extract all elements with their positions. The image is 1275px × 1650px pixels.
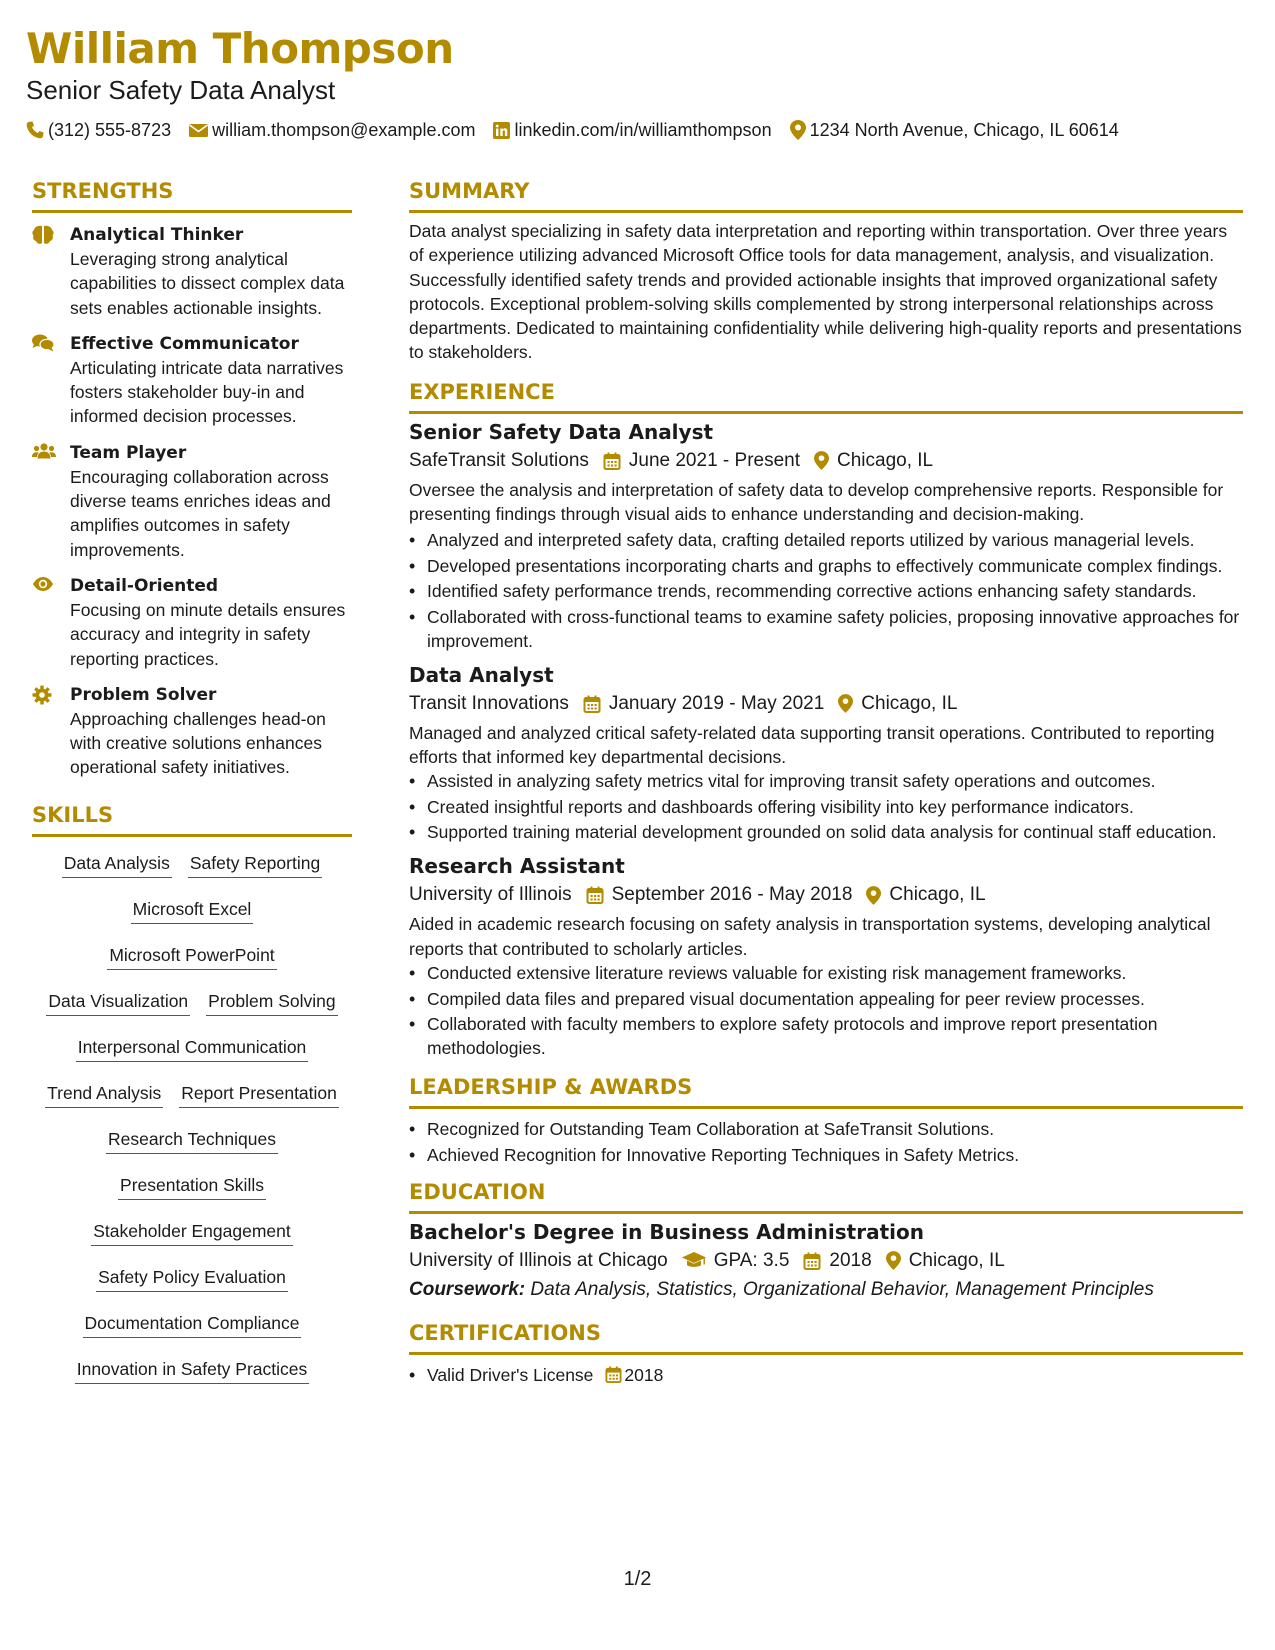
phone-icon [26, 121, 44, 139]
job-location: Chicago, IL [837, 449, 934, 471]
calendar-icon [603, 452, 621, 470]
envelope-icon [189, 122, 208, 138]
job-entry [409, 852, 1243, 1060]
coursework-text: Data Analysis, Statistics, Organizational Behavior, Management Principles [530, 1278, 1154, 1300]
list-item: • Recognized for Outstanding Team Collaboration at SafeTransit Solutions. [409, 1117, 1243, 1141]
job-bullets [409, 769, 1243, 844]
map-pin-icon [838, 694, 853, 713]
strength-title: Detail-Oriented [70, 575, 219, 596]
candidate-title: Senior Safety Data Analyst [26, 75, 336, 105]
map-pin-icon [814, 451, 829, 470]
skill-tag: Interpersonal Communication [76, 1035, 309, 1062]
strengths-list [32, 223, 352, 780]
job-meta [409, 689, 1243, 719]
page-indicator: 1/2 [623, 1568, 652, 1590]
job-title: Senior Safety Data Analyst [409, 419, 714, 444]
list-item: • Compiled data files and prepared visual documentation appealing for peer review processes. [409, 987, 1243, 1011]
list-item: • Developed presentations incorporating charts and graphs to effectively communicate complex findings. [409, 554, 1243, 578]
strength-desc: Encouraging collaboration across diverse teams enriches ideas and amplifies outcomes in safety improvements. [70, 466, 331, 560]
skill-tag: Presentation Skills [118, 1173, 266, 1200]
list-item: • Collaborated with cross-functional teams to examine safety policies, proposing innovative approaches for improvement. [409, 605, 1243, 653]
skills-list [32, 847, 352, 1399]
experience-heading: EXPERIENCE [409, 377, 1243, 414]
resume-header [26, 24, 1246, 142]
users-icon [32, 443, 56, 459]
gear-icon [32, 685, 52, 705]
address-text: 1234 North Avenue, Chicago, IL 60614 [809, 120, 1119, 140]
candidate-name: William Thompson [26, 24, 454, 73]
list-item: • Analyzed and interpreted safety data, crafting detailed reports utilized by various managerial levels. [409, 528, 1243, 552]
strength-title: Problem Solver [70, 684, 217, 705]
comments-icon [32, 334, 54, 352]
skill-tag: Data Analysis [62, 851, 172, 878]
calendar-icon [586, 886, 604, 904]
skills-heading: SKILLS [32, 800, 352, 837]
map-pin-icon [790, 120, 806, 140]
strength-desc: Leveraging strong analytical capabilities to dissect complex data sets enables actionable insights. [70, 249, 345, 318]
skill-tag: Safety Policy Evaluation [96, 1265, 288, 1292]
strength-desc: Approaching challenges head-on with creative solutions enhances operational safety initiatives. [70, 708, 326, 778]
graduation-cap-icon [682, 1252, 706, 1269]
school-location: Chicago, IL [908, 1249, 1005, 1271]
job-company: Transit Innovations [409, 692, 569, 714]
skill-tag: Safety Reporting [188, 851, 322, 878]
contact-email[interactable] [189, 118, 475, 142]
coursework-label: Coursework: [409, 1278, 526, 1300]
summary-text: Data analyst specializing in safety data interpretation and reporting within transportation. Over three years of experience utilizing advanced Microsoft Office tools for data management, analysis, and visualization. Successfully identified safety trends and provided actionable insights that improved organizational safety protocols. Exceptional problem-solving skills complemented by strong interpersonal relationships across departments. Dedicated to maintaining confidentiality while delivering high-quality reports and presentations to stakeholders. [409, 221, 1242, 363]
job-entry [409, 418, 1243, 653]
graduation-year: 2018 [829, 1249, 872, 1271]
skill-tag: Stakeholder Engagement [91, 1219, 293, 1246]
strength-desc: Articulating intricate data narratives fosters stakeholder buy-in and informed decision processes. [70, 357, 344, 427]
job-description: Oversee the analysis and interpretation of safety data to develop comprehensive reports. Responsible for presenting findings through visual aids to enhance understanding and decision-making. [409, 479, 1224, 525]
strength-title: Team Player [70, 442, 187, 463]
strength-title: Effective Communicator [70, 333, 299, 354]
list-item: • Supported training material development grounded on solid data analysis for continual staff education. [409, 820, 1243, 844]
job-company: University of Illinois [409, 884, 572, 906]
certifications-heading: CERTIFICATIONS [409, 1318, 1243, 1355]
strength-desc: Focusing on minute details ensures accuracy and integrity in safety reporting practices. [70, 599, 346, 669]
skill-tag: Research Techniques [106, 1127, 278, 1154]
contact-address [790, 118, 1119, 142]
job-description: Aided in academic research focusing on safety analysis in transportation systems, developing analytical reports that contributed to scholarly articles. [409, 914, 1211, 959]
map-pin-icon [866, 886, 881, 905]
skill-tag: Data Visualization [46, 989, 190, 1016]
list-item: • Created insightful reports and dashboards offering visibility into key performance indicators. [409, 795, 1243, 819]
school-name: University of Illinois at Chicago [409, 1249, 668, 1271]
job-entry [409, 661, 1243, 845]
strength-title: Analytical Thinker [70, 225, 244, 245]
right-column [409, 176, 1243, 1388]
skill-tag: Microsoft PowerPoint [107, 943, 276, 970]
education-heading: EDUCATION [409, 1177, 1243, 1214]
job-company: SafeTransit Solutions [409, 449, 589, 471]
job-bullets [409, 961, 1243, 1060]
list-item: • Collaborated with faculty members to explore safety protocols and improve report presentation methodologies. [409, 1012, 1243, 1060]
job-dates: January 2019 - May 2021 [608, 692, 825, 714]
skill-tag: Report Presentation [179, 1081, 339, 1108]
list-item: • Identified safety performance trends, recommending corrective actions enhancing safety standards. [409, 579, 1243, 603]
job-dates: September 2016 - May 2018 [611, 884, 853, 906]
certification-name: • Valid Driver's License [427, 1364, 594, 1385]
strengths-heading: STRENGTHS [32, 176, 352, 213]
list-item: • Assisted in analyzing safety metrics vital for improving transit safety operations and outcomes. [409, 769, 1243, 793]
degree-title: Bachelor's Degree in Business Administration [409, 1219, 924, 1244]
job-location: Chicago, IL [861, 692, 958, 714]
strength-item [32, 332, 352, 429]
list-item: • Achieved Recognition for Innovative Reporting Techniques in Safety Metrics. [409, 1143, 1243, 1167]
list-item [409, 1363, 1243, 1387]
education-meta [409, 1246, 1243, 1276]
skill-tag: Trend Analysis [45, 1081, 163, 1108]
linkedin-text: linkedin.com/in/williamthompson [514, 120, 772, 140]
job-meta [409, 446, 1243, 476]
strength-item [32, 683, 352, 780]
calendar-icon [803, 1252, 821, 1270]
leadership-list [409, 1117, 1243, 1167]
strength-item [32, 441, 352, 562]
job-title: Data Analyst [409, 662, 554, 687]
map-pin-icon [886, 1251, 901, 1270]
job-meta [409, 880, 1243, 910]
skill-tag: Problem Solving [206, 989, 337, 1016]
skill-tag: Documentation Compliance [83, 1311, 302, 1338]
skill-tag: Innovation in Safety Practices [75, 1357, 310, 1384]
contact-linkedin[interactable] [493, 118, 771, 142]
coursework [409, 1276, 1243, 1304]
eye-icon [32, 576, 54, 592]
brain-icon [32, 225, 54, 245]
job-dates: June 2021 - Present [628, 449, 801, 471]
strength-item [32, 223, 352, 320]
left-column [32, 176, 352, 1399]
list-item: • Conducted extensive literature reviews valuable for existing risk management frameworks. [409, 961, 1243, 985]
strength-item [32, 574, 352, 671]
job-description: Managed and analyzed critical safety-related data supporting transit operations. Contributed to reporting efforts that informed key departmental decisions. [409, 722, 1215, 768]
email-text: william.thompson@example.com [212, 120, 476, 140]
certifications-list [409, 1363, 1243, 1387]
skill-tag: Microsoft Excel [131, 897, 254, 924]
job-bullets [409, 528, 1243, 653]
linkedin-icon [493, 122, 510, 139]
job-location: Chicago, IL [889, 884, 986, 906]
education-entry [409, 1218, 1243, 1304]
certification-year: 2018 [624, 1364, 664, 1385]
summary-heading: SUMMARY [409, 176, 1243, 213]
contact-phone[interactable] [26, 118, 171, 142]
contact-bar [26, 118, 1246, 142]
gpa: GPA: 3.5 [713, 1249, 790, 1271]
phone-text: (312) 555-8723 [48, 120, 172, 140]
job-title: Research Assistant [409, 854, 625, 879]
calendar-icon [583, 695, 601, 713]
calendar-icon [605, 1366, 622, 1383]
leadership-heading: LEADERSHIP & AWARDS [409, 1072, 1243, 1109]
